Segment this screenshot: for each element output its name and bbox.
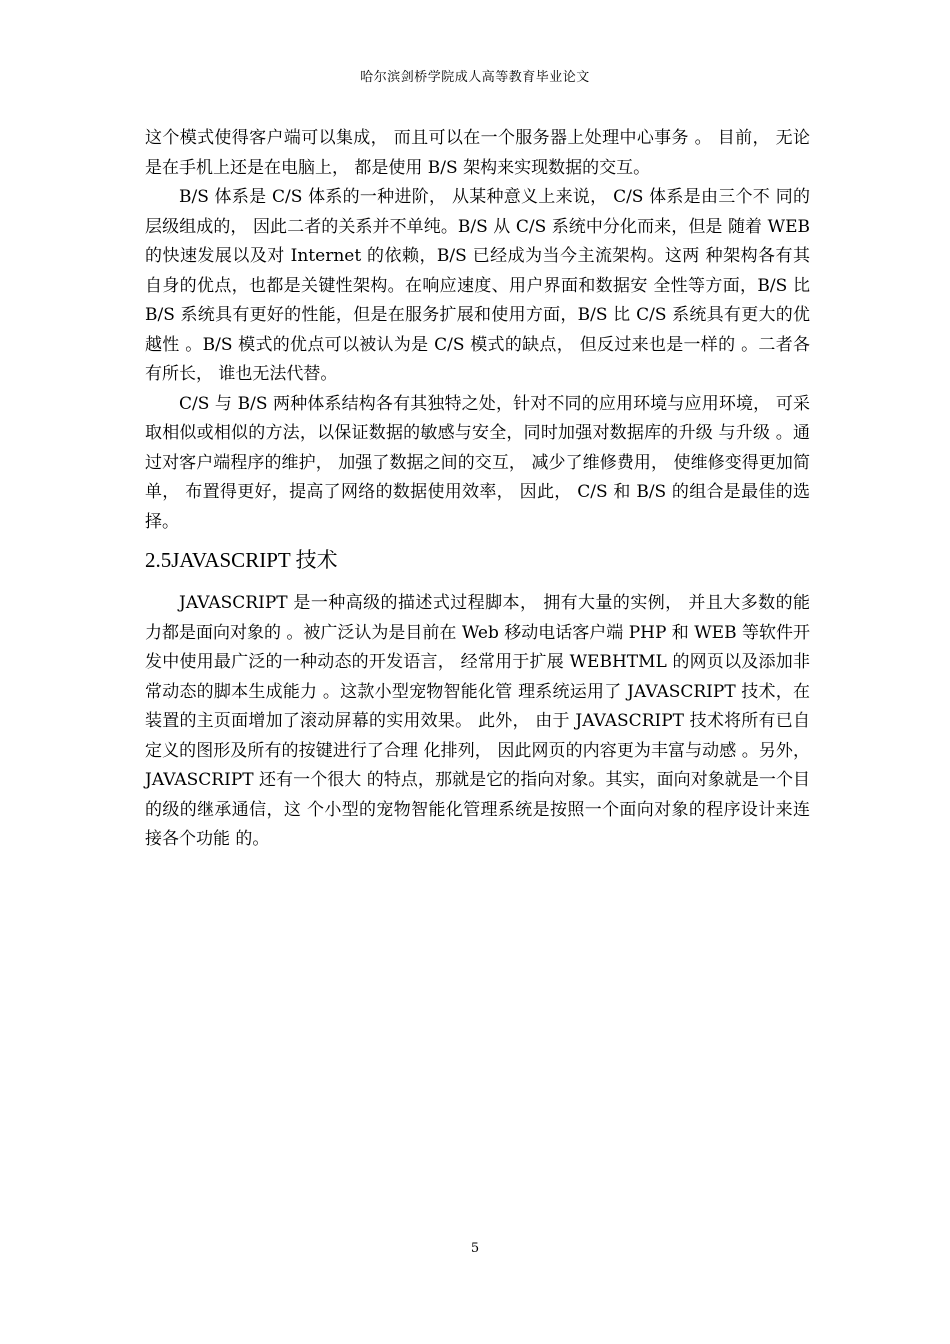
body-paragraph: C/S 与 B/S 两种体系结构各有其独特之处，针对不同的应用环境与应用环境， 可采取相似或相似的方法，以保证数据的敏感与安全，同时加强对数据库的升级 与升级 。通过对客户端程序的维护， 加强了数据之间的交互， 减少了维修费用， 使维修变得更加简单， 布置得更好，提高了网络的数据使用效率， 因此， C/S 和 B/S 的组合是最佳的选择。	[145, 393, 810, 532]
page-number: 5	[470, 1241, 480, 1256]
section-heading: 2.5JAVASCRIPT 技术	[145, 548, 338, 572]
document-body	[145, 124, 810, 855]
body-paragraph: 这个模式使得客户端可以集成， 而且可以在一个服务器上处理中心事务 。 目前， 无论是在手机上还是在电脑上， 都是使用 B/S 架构来实现数据的交互。	[145, 128, 810, 178]
body-paragraph: JAVASCRIPT 是一种高级的描述式过程脚本， 拥有大量的实例， 并且大多数的能力都是面向对象的 。被广泛认为是目前在 Web 移动电话客户端 PHP 和 WEB 等软件开发中使用最广泛的一种动态的开发语言， 经常用于扩展 WEBHTML 的网页以及添加非常动态的脚本生成能力 。这款小型宠物智能化管 理系统运用了 JAVASCRIPT 技术，在装置的主页面增加了滚动屏幕的实用效果。 此外， 由于 JAVASCRIPT 技术将所有已自定义的图形及所有的按键进行了合理 化排列， 因此网页的内容更为丰富与动感 。另外，JAVASCRIPT 还有一个很大 的特点，那就是它的指向对象。其实，面向对象就是一个目的级的继承通信，这 个小型的宠物智能化管理系统是按照一个面向对象的程序设计来连接各个功能 的。	[145, 593, 810, 849]
body-paragraph: B/S 体系是 C/S 体系的一种进阶， 从某种意义上来说， C/S 体系是由三个不 同的层级组成的， 因此二者的关系并不单纯。B/S 从 C/S 系统中分化而来，但是 随着 WEB 的快速发展以及对 Internet 的依赖，B/S 已经成为当今主流架构。这两 种架构各有其自身的优点，也都是关键性架构。在响应速度、用户界面和数据安 全性等方面，B/S 比 B/S 系统具有更好的性能，但是在服务扩展和使用方面，B/S 比 C/S 系统具有更大的优越性 。B/S 模式的优点可以被认为是 C/S 模式的缺点， 但反过来也是一样的 。二者各有所长， 谁也无法代替。	[145, 187, 810, 384]
running-header: 哈尔滨剑桥学院成人高等教育毕业论文	[360, 70, 590, 85]
